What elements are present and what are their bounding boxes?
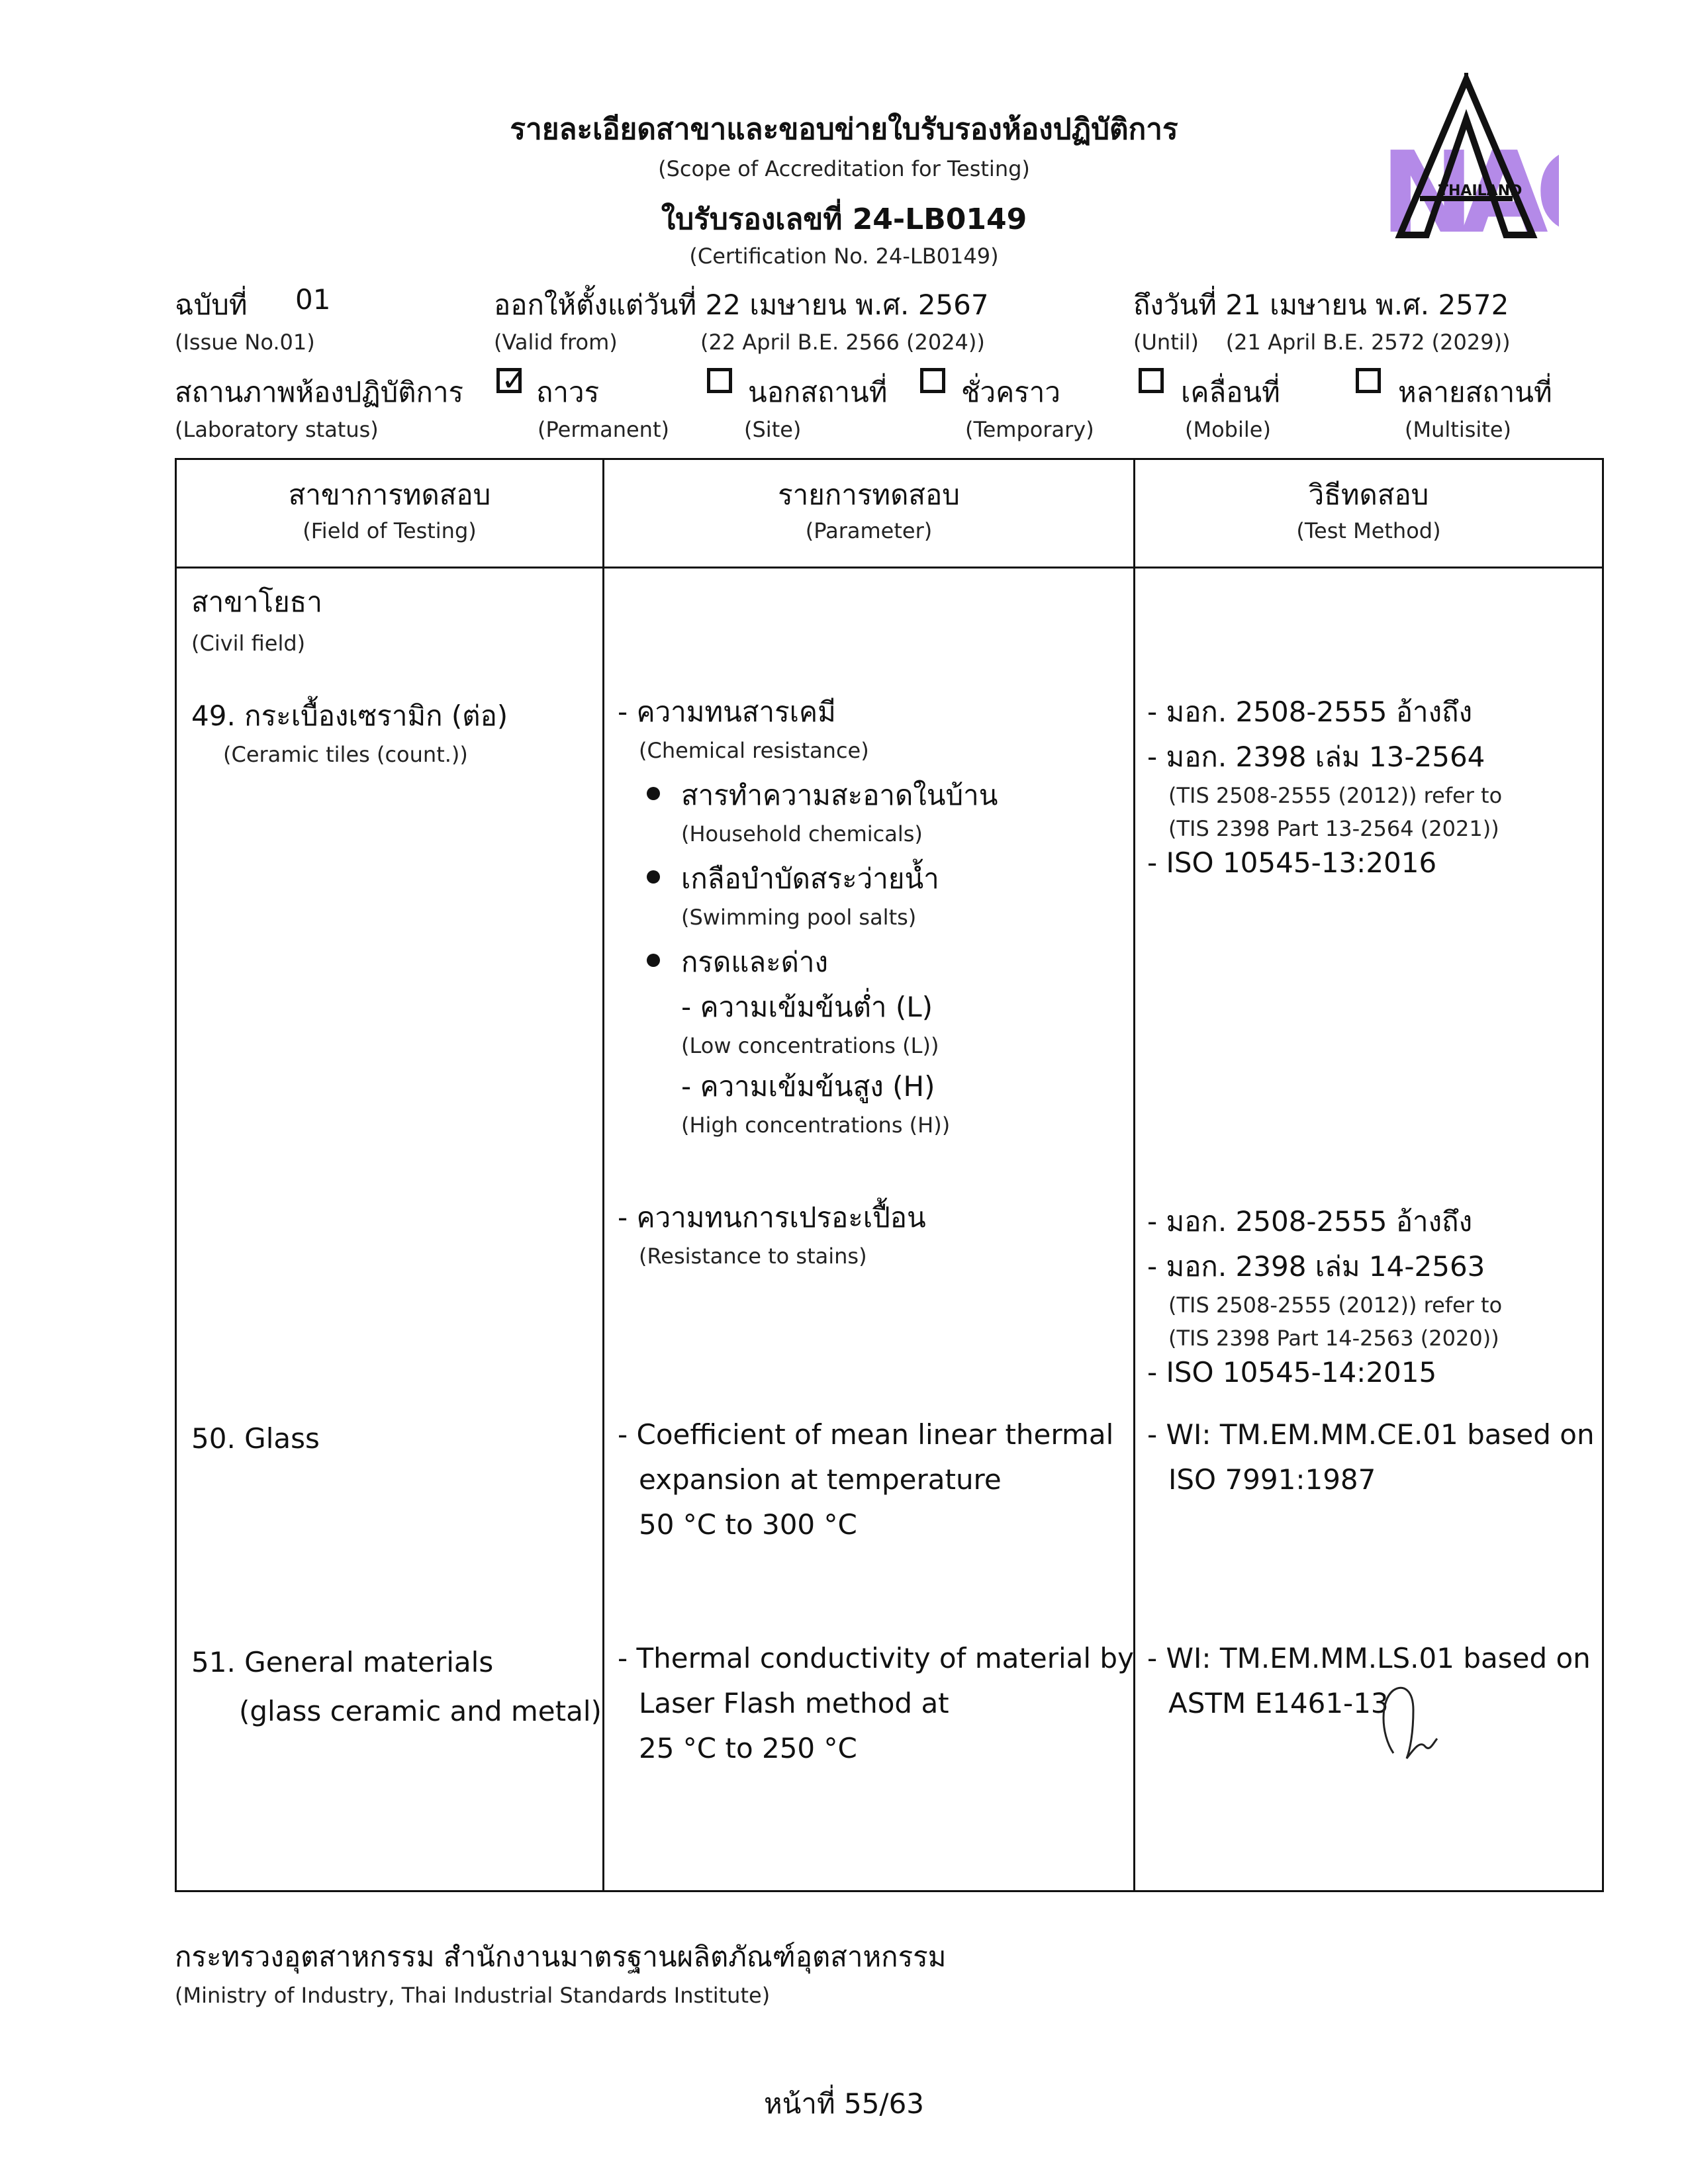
param-chemical-resistance: - ความทนสารเคมี — [618, 696, 836, 728]
document-title: รายละเอียดสาขาและขอบข่ายใบรับรองห้องปฏิบัติการ — [510, 113, 1178, 146]
status-multisite-checkbox[interactable] — [1356, 368, 1381, 393]
field-civil: สาขาโยธา — [191, 586, 322, 618]
method-astm-e1461: ASTM E1461-13 — [1168, 1687, 1389, 1719]
certificate-number-en: (Certification No. 24-LB0149) — [689, 244, 999, 269]
status-temporary-label: ชั่วคราว — [961, 376, 1060, 408]
method-iso-10545-13: - ISO 10545-13:2016 — [1147, 846, 1437, 879]
lab-status-label: สถานภาพห้องปฏิบัติการ — [175, 376, 464, 408]
logo-letters: NA — [1380, 128, 1535, 245]
param-chemical-resistance-en: (Chemical resistance) — [639, 738, 869, 763]
header-parameter-en: (Parameter) — [805, 518, 933, 543]
param-household-chemicals-en: (Household chemicals) — [681, 821, 923, 846]
method-cell — [1135, 568, 1603, 1891]
param-low-concentration-en: (Low concentrations (L)) — [681, 1033, 939, 1058]
field-civil-en: (Civil field) — [191, 631, 306, 656]
nac-logo — [1380, 73, 1559, 245]
status-mobile-label: เคลื่อนที่ — [1181, 376, 1280, 408]
method-tis-2398-14: - มอก. 2398 เล่ม 14-2563 — [1147, 1250, 1485, 1283]
method-wi-ce01: - WI: TM.EM.MM.CE.01 based on — [1147, 1418, 1595, 1451]
nac-logo-icon — [1380, 73, 1559, 245]
header-method: วิธีทดสอบ — [1308, 478, 1429, 511]
issue-label-en: (Issue No.01) — [175, 330, 315, 355]
param-stain-resistance: - ความทนการเปรอะเปื้อน — [618, 1201, 926, 1234]
status-permanent-label-en: (Permanent) — [538, 417, 669, 442]
header-parameter-cell — [604, 459, 1135, 568]
header-method-cell — [1135, 459, 1603, 568]
lab-status-label-en: (Laboratory status) — [175, 417, 379, 442]
param-thermal-conductivity-range: 25 °C to 250 °C — [639, 1732, 857, 1764]
method-tis-2508-b: - มอก. 2508-2555 อ้างถึง — [1147, 1205, 1473, 1238]
param-high-concentration: - ความเข้มข้นสูง (H) — [681, 1070, 935, 1103]
param-thermal-conductivity: - Thermal conductivity of material by — [618, 1642, 1134, 1674]
valid-from-label-en: (Valid from) — [494, 330, 618, 355]
status-mobile-label-en: (Mobile) — [1185, 417, 1271, 442]
footer-organization: กระทรวงอุตสาหกรรม สำนักงานมาตรฐานผลิตภัณฑ์อุตสาหกรรม — [175, 1940, 947, 1973]
method-iso-10545-14: - ISO 10545-14:2015 — [1147, 1356, 1437, 1388]
item-51-name-line2: (glass ceramic and metal) — [239, 1695, 602, 1727]
signature-initial — [1374, 1680, 1446, 1766]
param-pool-salts: เกลือบำบัดสระว่ายน้ำ — [681, 857, 939, 901]
certificate-number: ใบรับรองเลขที่ 24-LB0149 — [661, 203, 1027, 236]
param-acids-alkalis: กรดและด่าง — [681, 940, 828, 984]
param-household-chemicals: สารทำความสะอาดในบ้าน — [681, 774, 998, 817]
status-multisite-label-en: (Multisite) — [1405, 417, 1511, 442]
scope-table — [175, 458, 1604, 1892]
method-wi-ls01: - WI: TM.EM.MM.LS.01 based on — [1147, 1642, 1591, 1674]
valid-from: ออกให้ตั้งแต่วันที่ 22 เมษายน พ.ศ. 2567 — [494, 289, 989, 321]
param-thermal-conductivity-line2: Laser Flash method at — [639, 1687, 949, 1719]
status-site-label: นอกสถานที่ — [748, 376, 888, 408]
header-field: สาขาการทดสอบ — [288, 478, 491, 511]
header-field-en: (Field of Testing) — [303, 518, 477, 543]
status-permanent-label: ถาวร — [536, 376, 600, 408]
param-thermal-expansion-line2: expansion at temperature — [639, 1463, 1002, 1496]
parameter-cell — [604, 568, 1135, 1891]
method-tis-2398-13: - มอก. 2398 เล่ม 13-2564 — [1147, 741, 1485, 773]
valid-until: ถึงวันที่ 21 เมษายน พ.ศ. 2572 — [1133, 289, 1509, 321]
status-mobile-checkbox[interactable] — [1139, 368, 1164, 393]
header-field-cell — [176, 459, 604, 568]
page-number: หน้าที่ 55/63 — [763, 2087, 925, 2120]
valid-until-en: (Until) (21 April B.E. 2572 (2029)) — [1133, 330, 1511, 355]
status-temporary-checkbox[interactable] — [920, 368, 945, 393]
param-thermal-expansion-range: 50 °C to 300 °C — [639, 1508, 857, 1541]
method-iso-7991: ISO 7991:1987 — [1168, 1463, 1376, 1496]
item-49-name-en: (Ceramic tiles (count.)) — [223, 742, 468, 767]
param-low-concentration: - ความเข้มข้นต่ำ (L) — [681, 991, 933, 1023]
param-stain-resistance-en: (Resistance to stains) — [639, 1244, 867, 1269]
param-pool-salts-en: (Swimming pool salts) — [681, 905, 917, 930]
method-tis-2508-b-en: (TIS 2508-2555 (2012)) refer to — [1168, 1293, 1503, 1318]
item-51-name: 51. General materials — [191, 1646, 494, 1678]
header-parameter: รายการทดสอบ — [778, 478, 960, 511]
status-temporary-label-en: (Temporary) — [965, 417, 1094, 442]
field-cell — [176, 568, 604, 1891]
method-tis-2508-a: - มอก. 2508-2555 อ้างถึง — [1147, 696, 1473, 728]
item-50-name: 50. Glass — [191, 1422, 320, 1455]
method-tis-2398-14-en: (TIS 2398 Part 14-2563 (2020)) — [1168, 1326, 1499, 1351]
issue-number: 01 — [295, 283, 331, 316]
logo-text: THAILAND — [1438, 183, 1523, 199]
status-permanent-checkbox[interactable] — [496, 368, 522, 393]
param-high-concentration-en: (High concentrations (H)) — [681, 1113, 951, 1138]
status-site-checkbox[interactable] — [707, 368, 732, 393]
valid-from-date-en: (22 April B.E. 2566 (2024)) — [700, 330, 985, 355]
status-multisite-label: หลายสถานที่ — [1398, 376, 1552, 408]
param-thermal-expansion: - Coefficient of mean linear thermal — [618, 1418, 1114, 1451]
footer-organization-en: (Ministry of Industry, Thai Industrial Standards Institute) — [175, 1983, 771, 2008]
issue-label: ฉบับที่ — [175, 289, 248, 321]
table-body-row — [176, 568, 1603, 1891]
item-49-name: 49. กระเบื้องเซรามิก (ต่อ) — [191, 700, 508, 732]
status-site-label-en: (Site) — [744, 417, 802, 442]
document-title-en: (Scope of Accreditation for Testing) — [658, 156, 1030, 181]
method-tis-2508-a-en: (TIS 2508-2555 (2012)) refer to — [1168, 783, 1503, 808]
method-tis-2398-13-en: (TIS 2398 Part 13-2564 (2021)) — [1168, 816, 1499, 841]
header-method-en: (Test Method) — [1296, 518, 1441, 543]
table-header-row — [176, 459, 1603, 568]
